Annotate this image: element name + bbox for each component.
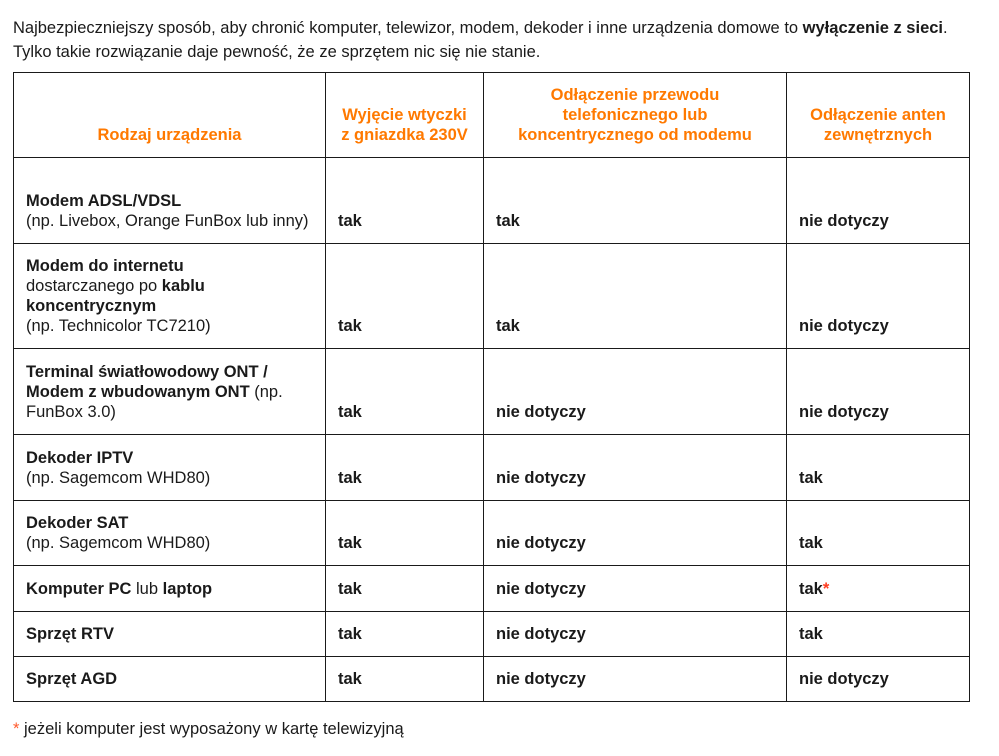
device-name: Modem do internetu [26,257,184,275]
header-device-type: Rodzaj urządzenia [14,73,326,158]
device-name-2: laptop [162,580,213,598]
device-desc-text: dostarczanego po [26,277,162,295]
device-name: Komputer PC [26,580,132,598]
table-row [14,612,970,657]
device-cell [14,612,326,657]
cable-value: nie dotyczy [484,501,787,566]
asterisk-mark: * [822,580,830,598]
antenna-value-text: nie dotyczy [799,212,889,230]
table-row [14,657,970,702]
device-cell [14,158,326,244]
antenna-value [787,244,970,349]
device-cell [14,566,326,612]
antenna-value [787,566,970,612]
device-cell [14,501,326,566]
device-note: (np. Sagemcom WHD80) [26,534,211,552]
device-desc-bold: kablu koncentrycznym [26,277,205,315]
device-name: Sprzęt AGD [26,670,118,688]
devices-table [13,72,970,702]
table-row [14,566,970,612]
cable-value: nie dotyczy [484,657,787,702]
table-row [14,349,970,435]
device-cell [14,244,326,349]
table-header-row [14,73,970,158]
power-value: tak [326,435,484,501]
antenna-value [787,158,970,244]
antenna-value-text: nie dotyczy [799,403,889,421]
power-value: tak [326,612,484,657]
footnote-text: jeżeli komputer jest wyposażony w kartę telewizyjną [19,720,404,738]
footnote-asterisk: * [13,720,20,738]
device-note: (np. FunBox 3.0) [26,383,283,421]
device-name: Sprzęt RTV [26,625,115,643]
cable-value: nie dotyczy [484,612,787,657]
device-note: (np. Technicolor TC7210) [26,317,211,335]
device-name: Terminal światłowodowy ONT / Modem z wbudowanym ONT [26,363,268,401]
device-name: Dekoder IPTV [26,449,134,467]
intro-text-1: Najbezpieczniejszy sposób, aby chronić komputer, telewizor, modem, dekoder i inne urządzenia domowe to [13,19,803,37]
antenna-value-text: tak [799,580,823,598]
device-cell [14,435,326,501]
device-note: (np. Livebox, Orange FunBox lub inny) [26,212,309,230]
power-value: tak [326,501,484,566]
cable-value: nie dotyczy [484,349,787,435]
table-row [14,435,970,501]
cable-value: tak [484,158,787,244]
table-row [14,244,970,349]
antenna-value-text: nie dotyczy [799,670,889,688]
antenna-value [787,501,970,566]
device-cell [14,349,326,435]
power-value: tak [326,158,484,244]
device-name: Modem ADSL/VDSL [26,192,182,210]
power-value: tak [326,349,484,435]
antenna-value [787,657,970,702]
antenna-value-text: tak [799,534,823,552]
intro-paragraph [13,16,963,64]
header-cable-disconnect: Odłączenie przewodu telefonicznego lub koncentrycznego od modemu [484,73,787,158]
device-name: Dekoder SAT [26,514,129,532]
antenna-value-text: tak [799,469,823,487]
table-row [14,501,970,566]
antenna-value [787,349,970,435]
cable-value: tak [484,244,787,349]
antenna-value-text: tak [799,625,823,643]
intro-bold-text: wyłączenie z sieci [802,19,944,37]
antenna-value [787,612,970,657]
cable-value: nie dotyczy [484,566,787,612]
antenna-value-text: nie dotyczy [799,317,889,335]
power-value: tak [326,244,484,349]
device-description [26,276,313,316]
footnote [13,718,404,740]
header-antenna-disconnect: Odłączenie anten zewnętrznych [787,73,970,158]
power-value: tak [326,657,484,702]
intro-text-2: . Tylko takie rozwiązanie daje pewność, że ze sprzętem nic się nie stanie. [13,19,948,61]
device-note: (np. Sagemcom WHD80) [26,469,211,487]
power-value: tak [326,566,484,612]
device-cell [14,657,326,702]
cable-value: nie dotyczy [484,435,787,501]
table-row [14,158,970,244]
antenna-value [787,435,970,501]
header-power-plug: Wyjęcie wtyczki z gniazdka 230V [326,73,484,158]
device-joiner: lub [131,580,163,598]
